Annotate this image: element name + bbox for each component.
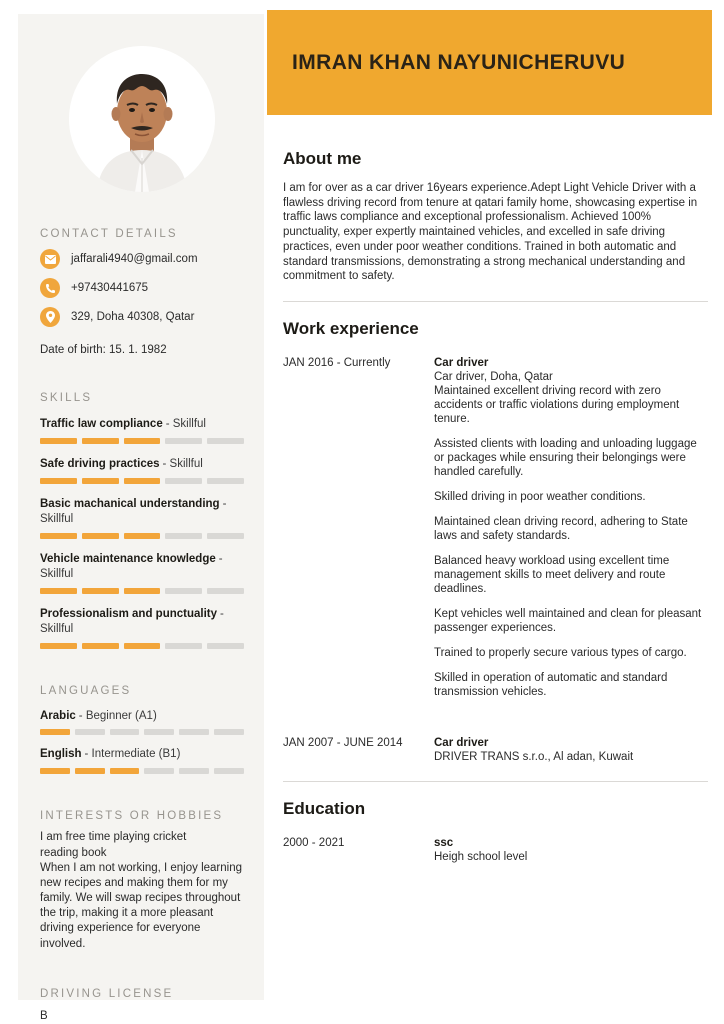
bar-segment-empty — [207, 588, 244, 594]
work-entry — [283, 736, 708, 764]
bar-segment-filled — [110, 768, 140, 774]
bar-segment-filled — [82, 438, 119, 444]
bar-segment-filled — [40, 768, 70, 774]
name-banner — [267, 10, 712, 115]
work-entry-bullet: Skilled in operation of automatic and standard transmission vehicles. — [434, 672, 668, 699]
language-bar — [40, 729, 244, 735]
skill-bar — [40, 533, 244, 539]
skill-item — [40, 417, 244, 444]
bar-segment-empty — [75, 729, 105, 735]
skill-name: Vehicle maintenance knowledge - Skillful — [40, 552, 223, 580]
bar-segment-filled — [82, 533, 119, 539]
work-entry-bullet: Balanced heavy workload using excellent time management skills to meet delivery and route deadlines. — [434, 555, 670, 596]
bar-segment-empty — [179, 768, 209, 774]
work-entry-dates: JAN 2016 - Currently — [283, 357, 391, 370]
bar-segment-empty — [165, 438, 202, 444]
bar-segment-filled — [40, 533, 77, 539]
section-divider — [283, 301, 708, 302]
bar-segment-empty — [144, 768, 174, 774]
main-content — [267, 149, 712, 864]
language-item — [40, 747, 244, 774]
email-icon — [40, 249, 60, 269]
bar-segment-filled — [75, 768, 105, 774]
skill-item — [40, 457, 244, 484]
skill-item — [40, 607, 244, 649]
bar-segment-filled — [82, 643, 119, 649]
work-entry-title: Car driver — [434, 737, 489, 750]
bar-segment-empty — [165, 533, 202, 539]
interests-text — [40, 830, 244, 951]
bar-segment-filled — [124, 438, 161, 444]
skill-name: Traffic law compliance - Skillful — [40, 418, 206, 430]
language-name: English - Intermediate (B1) — [40, 748, 181, 761]
bar-segment-filled — [82, 478, 119, 484]
work-entry-bullet: Skilled driving in poor weather conditions. — [434, 491, 646, 504]
work-entry-title: Car driver — [434, 357, 489, 370]
education-heading: Education — [283, 799, 366, 819]
driving-license-value: B — [40, 1009, 48, 1022]
work-entry-subtitle: DRIVER TRANS s.r.o., Al adan, Kuwait — [434, 751, 634, 764]
section-divider — [283, 781, 708, 782]
interests-heading: INTERESTS OR HOBBIES — [40, 810, 224, 823]
languages-heading: LANGUAGES — [40, 684, 132, 697]
bar-segment-empty — [165, 478, 202, 484]
candidate-name: IMRAN KHAN NAYUNICHERUVU — [292, 50, 626, 74]
bar-segment-filled — [124, 588, 161, 594]
contact-phone-row — [40, 278, 244, 298]
bar-segment-filled — [40, 643, 77, 649]
skills-heading: SKILLS — [40, 392, 93, 404]
bar-segment-empty — [179, 729, 209, 735]
profile-photo-illustration — [69, 46, 215, 192]
bar-segment-empty — [214, 768, 244, 774]
skill-name: Safe driving practices - Skillful — [40, 457, 203, 470]
education-entry-title: ssc — [434, 837, 454, 850]
education-entry — [283, 836, 708, 864]
contact-details-heading: CONTACT DETAILS — [40, 228, 178, 240]
work-entry — [283, 356, 708, 710]
skill-bar — [40, 643, 244, 649]
bar-segment-filled — [40, 478, 77, 484]
bar-segment-empty — [110, 729, 140, 735]
bar-segment-empty — [207, 438, 244, 444]
about-text: I am for over as a car driver 16years experience.Adept Light Vehicle Driver with a flawless driving record from tenure at qatari family home, showcasing expertise in traffic laws compliance and exceptional professionalism. Achieved 100% punctuality, exper expertly maintained vehicles, and excelled in safe driving practices, even under poor weather conditions. Trained in both automatic and standard transmissions, demonstrating a strong mechanical understanding and commitment to safety. — [283, 182, 698, 283]
main-column — [267, 10, 712, 864]
work-entry-bullet: Trained to properly secure various types of cargo. — [434, 647, 687, 660]
work-experience-heading: Work experience — [283, 319, 419, 339]
date-of-birth: Date of birth: 15. 1. 1982 — [40, 344, 167, 356]
bar-segment-filled — [82, 588, 119, 594]
about-heading: About me — [283, 149, 362, 168]
sidebar — [18, 14, 264, 1022]
bar-segment-empty — [165, 588, 202, 594]
interests-line: When I am not working, I enjoy learning new recipes and making them for my family. We will swap recipes throughout the trip, making it a more pleasant driving experience for everyone involved. — [40, 861, 242, 950]
skill-name: Basic machanical understanding - Skillful — [40, 497, 227, 525]
contact-address: 329, Doha 40308, Qatar — [71, 311, 195, 323]
work-entry-bullet: Kept vehicles well maintained and clean for pleasant passenger experiences. — [434, 608, 702, 635]
bar-segment-empty — [165, 643, 202, 649]
contact-email: jaffarali4940@gmail.com — [71, 253, 198, 265]
language-name: Arabic - Beginner (A1) — [40, 709, 157, 722]
bar-segment-filled — [40, 588, 77, 594]
work-entry-bullet: Assisted clients with loading and unloading luggage or packages while ensuring their belongings were handled carefully. — [434, 438, 697, 479]
bar-segment-filled — [40, 438, 77, 444]
bar-segment-filled — [124, 478, 161, 484]
skill-bar — [40, 438, 244, 444]
driving-license-heading: DRIVING LICENSE — [40, 987, 174, 1000]
language-item — [40, 709, 244, 736]
bar-segment-empty — [144, 729, 174, 735]
education-entry-body — [434, 836, 708, 864]
bar-segment-filled — [40, 729, 70, 735]
work-entry-body — [434, 736, 708, 764]
interests-line: reading book — [40, 846, 107, 859]
bar-segment-empty — [207, 478, 244, 484]
phone-icon — [40, 278, 60, 298]
education-entry-dates: 2000 - 2021 — [283, 837, 345, 850]
location-pin-icon — [40, 307, 60, 327]
bar-segment-empty — [207, 643, 244, 649]
work-entry-dates: JAN 2007 - JUNE 2014 — [283, 737, 403, 750]
education-entry-subtitle: Heigh school level — [434, 851, 528, 864]
work-entry-subtitle: Car driver, Doha, Qatar — [434, 371, 553, 384]
skill-name: Professionalism and punctuality - Skillful — [40, 607, 224, 635]
work-entry-bullet: Maintained excellent driving record with zero accidents or traffic violations during employment tenure. — [434, 385, 680, 426]
skill-item — [40, 552, 244, 594]
profile-photo — [69, 46, 215, 192]
contact-email-row — [40, 249, 244, 269]
bar-segment-filled — [124, 533, 161, 539]
contact-address-row — [40, 307, 244, 327]
work-entry-body — [434, 356, 708, 710]
work-entry-bullet: Maintained clean driving record, adhering to State laws and safety standards. — [434, 516, 688, 543]
skill-item — [40, 497, 244, 539]
interests-line: I am free time playing cricket — [40, 831, 187, 844]
bar-segment-empty — [214, 729, 244, 735]
contact-phone: +97430441675 — [71, 282, 149, 294]
language-bar — [40, 768, 244, 774]
bar-segment-filled — [124, 643, 161, 649]
skill-bar — [40, 588, 244, 594]
skill-bar — [40, 478, 244, 484]
bar-segment-empty — [207, 533, 244, 539]
